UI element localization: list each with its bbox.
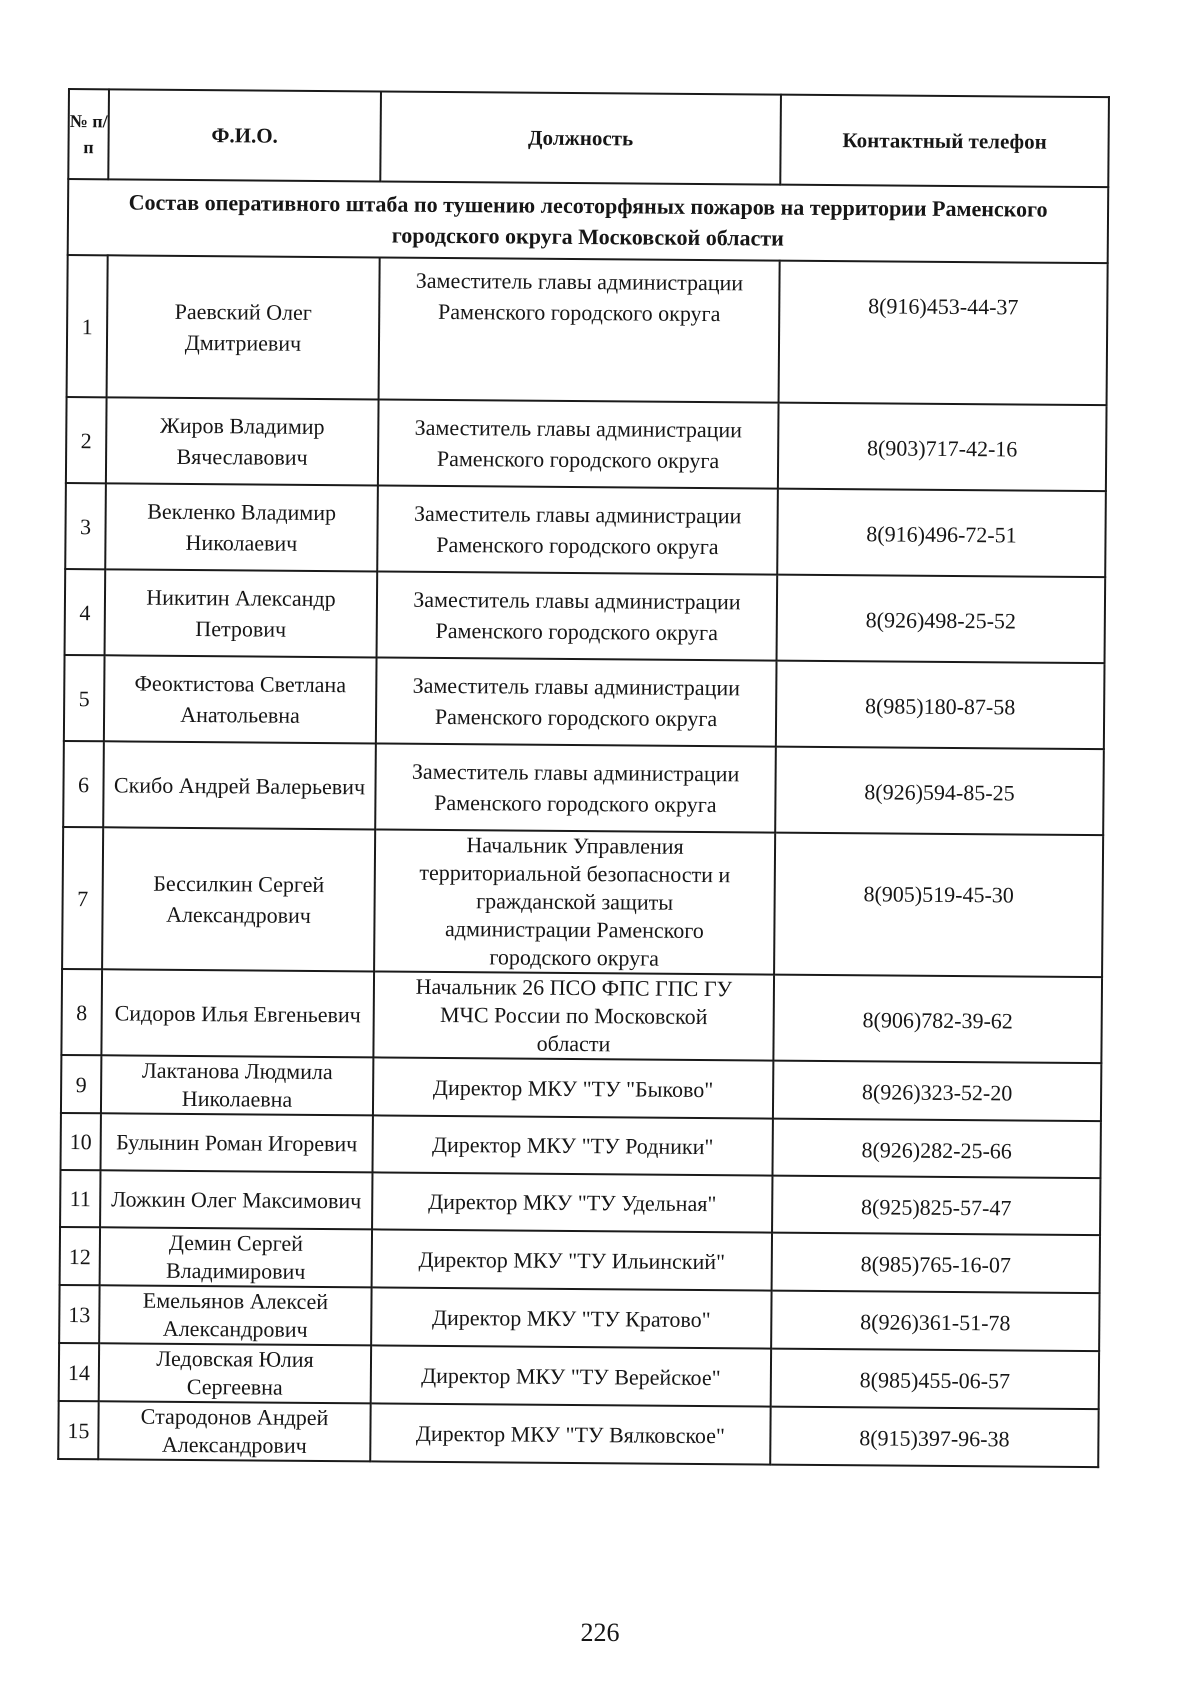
row-phone: 8(905)519-45-30 [774,833,1103,978]
row-position: Заместитель главы администрации Раменского городского округа [376,657,777,746]
row-phone: 8(926)361-51-78 [771,1291,1099,1352]
table-row [60,1227,1100,1293]
row-number: 11 [60,1170,100,1227]
staff-table [57,88,1110,1468]
row-phone: 8(926)594-85-25 [775,747,1104,836]
table-row [58,1401,1098,1467]
section-title-row [68,179,1109,263]
table-row [63,741,1104,835]
section-title: Состав оперативного штаба по тушению лесоторфяных пожаров на территории Раменского городского округа Московской области [68,179,1109,263]
row-position: Директор МКУ "ТУ "Быково" [373,1057,773,1118]
table-row [66,397,1107,491]
row-phone: 8(916)496-72-51 [777,489,1106,578]
table-row [64,655,1105,749]
row-position: Заместитель главы администрации Раменского городского округа [379,257,780,402]
table-header-row [68,89,1109,187]
row-name: Векленко Владимир Николаевич [105,483,378,571]
row-number: 7 [62,827,103,969]
row-position: Директор МКУ "ТУ Верейское" [371,1345,771,1406]
row-number: 2 [66,397,107,483]
row-phone: 8(915)397-96-38 [770,1407,1098,1468]
row-name: Емельянов Алексей Александрович [99,1285,371,1345]
row-number: 6 [63,741,104,827]
row-name: Стародонов Андрей Александрович [98,1401,370,1461]
header-number: № п/п [68,89,109,179]
row-position: Заместитель главы администрации Раменского городского округа [377,485,778,574]
row-name: Жиров Владимир Вячеславович [106,397,379,485]
row-number: 3 [65,483,106,569]
row-phone: 8(926)498-25-52 [777,575,1106,664]
row-name: Лактанова Людмила Николаевна [101,1055,373,1115]
row-phone: 8(985)180-87-58 [776,661,1105,750]
table-row [65,483,1106,577]
row-number: 13 [59,1285,99,1343]
row-position: Заместитель главы администрации Раменского городского округа [378,399,779,488]
row-position: Директор МКУ "ТУ Вялковское" [370,1403,770,1464]
row-name: Булынин Роман Игоревич [101,1113,373,1172]
row-name: Феоктистова Светлана Анатольевна [104,655,377,743]
row-position: Директор МКУ "ТУ Родники" [372,1115,772,1175]
row-phone: 8(916)453-44-37 [779,261,1108,406]
row-phone: 8(926)323-52-20 [773,1061,1101,1122]
table-row [61,969,1102,1063]
row-phone: 8(925)825-57-47 [772,1176,1100,1236]
table-row [67,255,1108,405]
row-name: Никитин Александр Петрович [105,569,378,657]
row-number: 9 [61,1055,101,1113]
staff-table-wrapper [57,88,1108,1468]
row-number: 12 [60,1227,100,1285]
table-row [62,827,1103,977]
row-number: 15 [58,1401,98,1459]
header-position: Должность [380,91,781,184]
row-name: Ледовская Юлия Сергеевна [99,1343,371,1403]
row-phone: 8(985)455-06-57 [771,1349,1099,1410]
row-position: Начальник Управления территориальной безопасности и гражданской защиты администрации Раменского городского округа [374,829,775,974]
page-number: 226 [580,1618,620,1647]
row-number: 1 [67,255,108,397]
row-number: 14 [59,1343,99,1401]
row-position: Директор МКУ "ТУ Удельная" [372,1172,772,1232]
table-row [61,1055,1101,1121]
row-name: Бессилкин Сергей Александрович [102,827,375,971]
header-phone: Контактный телефон [780,95,1109,188]
table-row [65,569,1106,663]
row-position: Директор МКУ "ТУ Кратово" [371,1287,771,1348]
table-row [61,1113,1101,1178]
row-name: Раевский Олег Дмитриевич [107,255,380,399]
table-row [60,1170,1100,1235]
row-number: 8 [61,969,102,1055]
row-number: 10 [61,1113,101,1170]
row-phone: 8(906)782-39-62 [773,975,1102,1064]
row-position: Заместитель главы администрации Раменского городского округа [377,571,778,660]
row-phone: 8(903)717-42-16 [778,403,1107,492]
row-name: Скибо Андрей Валерьевич [103,741,376,829]
row-number: 4 [65,569,106,655]
table-row [59,1285,1099,1351]
row-position: Заместитель главы администрации Раменского городского округа [375,743,776,832]
row-name: Демин Сергей Владимирович [100,1227,372,1287]
row-name: Ложкин Олег Максимович [100,1170,372,1229]
row-number: 5 [64,655,105,741]
header-name: Ф.И.О. [108,89,381,181]
row-name: Сидоров Илья Евгеньевич [101,969,374,1057]
table-row [59,1343,1099,1409]
row-position: Начальник 26 ПСО ФПС ГПС ГУ МЧС России по Московской области [373,971,774,1060]
row-phone: 8(985)765-16-07 [772,1233,1100,1294]
row-phone: 8(926)282-25-66 [772,1119,1100,1179]
row-position: Директор МКУ "ТУ Ильинский" [372,1229,772,1290]
